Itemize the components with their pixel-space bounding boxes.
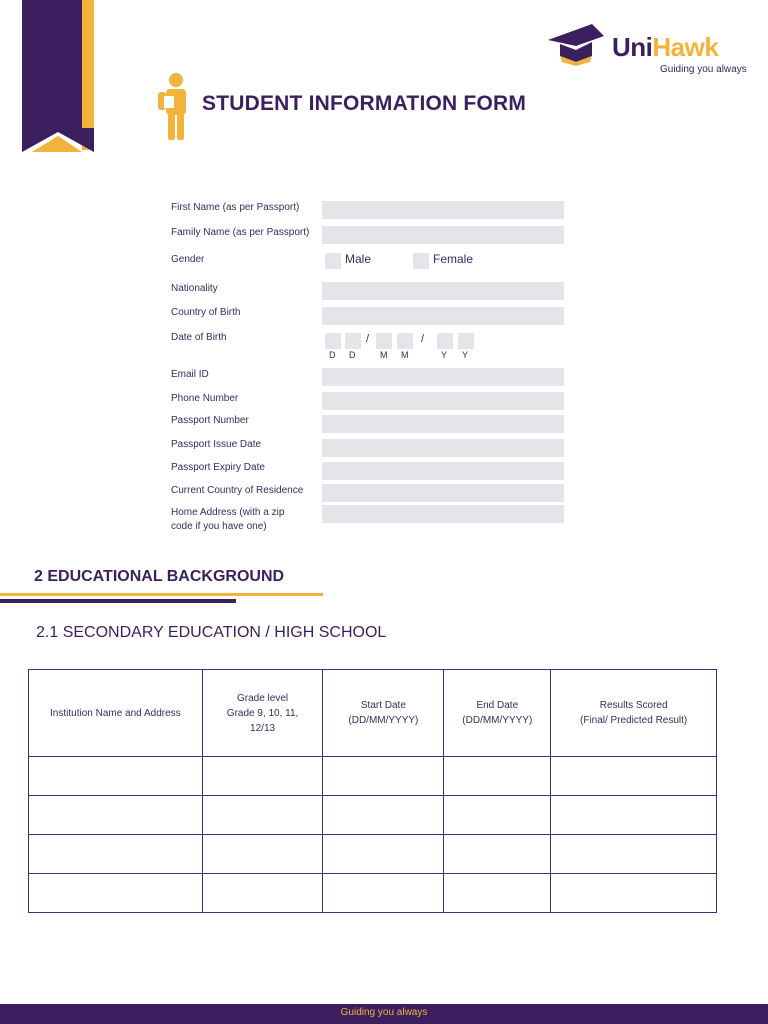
phone-label: Phone Number	[171, 393, 239, 404]
table-cell[interactable]	[444, 874, 551, 913]
first-name-label: First Name (as per Passport)	[171, 202, 300, 213]
page-title: STUDENT INFORMATION FORM	[202, 92, 527, 115]
dob-slash: /	[421, 333, 425, 345]
dob-letter: M	[401, 350, 409, 360]
dob-letter: M	[380, 350, 388, 360]
phone-field[interactable]	[322, 392, 564, 410]
secondary-education-title: 2.1 SECONDARY EDUCATION / HIGH SCHOOL	[36, 624, 387, 641]
table-cell[interactable]	[444, 757, 551, 796]
nationality-field[interactable]	[322, 282, 564, 300]
table-cell[interactable]	[202, 874, 323, 913]
address-label-line2: code if you have one)	[171, 521, 267, 532]
secondary-education-table	[28, 669, 717, 913]
table-cell[interactable]	[444, 796, 551, 835]
nationality-label: Nationality	[171, 283, 218, 294]
table-cell[interactable]	[29, 874, 203, 913]
country-of-birth-field[interactable]	[322, 307, 564, 325]
residence-label: Current Country of Residence	[171, 485, 304, 496]
table-cell[interactable]	[202, 757, 323, 796]
dob-letter: Y	[462, 350, 469, 360]
passport-expiry-label: Passport Expiry Date	[171, 462, 265, 473]
student-icon	[156, 72, 190, 142]
table-cell[interactable]	[551, 757, 717, 796]
address-label-line1: Home Address (with a zip	[171, 507, 285, 518]
email-field[interactable]	[322, 368, 564, 386]
dob-letter: Y	[441, 350, 448, 360]
table-row	[29, 796, 717, 835]
dob-day-1-box[interactable]	[325, 333, 341, 349]
ribbon-notch	[22, 128, 94, 152]
dob-slash: /	[366, 333, 370, 345]
gender-male-checkbox[interactable]	[325, 253, 341, 269]
email-label: Email ID	[171, 369, 209, 380]
dob-year-1-box[interactable]	[437, 333, 453, 349]
dob-letter: D	[329, 350, 336, 360]
country-of-birth-label: Country of Birth	[171, 307, 241, 318]
column-header-grade: Grade level Grade 9, 10, 11, 12/13	[202, 670, 323, 757]
footer-bar	[0, 1004, 768, 1024]
gender-female-checkbox[interactable]	[413, 253, 429, 269]
table-cell[interactable]	[29, 835, 203, 874]
passport-number-field[interactable]	[322, 415, 564, 433]
unihawk-logo	[546, 20, 756, 80]
table-cell[interactable]	[323, 874, 444, 913]
gender-label: Gender	[171, 254, 205, 265]
logo-tagline: Guiding you always	[660, 64, 747, 75]
first-name-field[interactable]	[322, 201, 564, 219]
address-field[interactable]	[322, 505, 564, 523]
passport-issue-field[interactable]	[322, 439, 564, 457]
passport-number-label: Passport Number	[171, 415, 249, 426]
dob-letter: D	[349, 350, 356, 360]
table-cell[interactable]	[444, 835, 551, 874]
table-cell[interactable]	[202, 796, 323, 835]
table-row	[29, 757, 717, 796]
table-cell[interactable]	[29, 757, 203, 796]
gender-female-label: Female	[433, 252, 474, 266]
table-row	[29, 874, 717, 913]
table-cell[interactable]	[29, 796, 203, 835]
passport-expiry-field[interactable]	[322, 462, 564, 480]
dob-month-2-box[interactable]	[397, 333, 413, 349]
table-cell[interactable]	[551, 796, 717, 835]
table-cell[interactable]	[323, 757, 444, 796]
family-name-label: Family Name (as per Passport)	[171, 227, 310, 238]
table-cell[interactable]	[323, 796, 444, 835]
column-header-institution: Institution Name and Address	[29, 670, 203, 757]
dob-month-1-box[interactable]	[376, 333, 392, 349]
table-row	[29, 835, 717, 874]
column-header-end-date: End Date (DD/MM/YYYY)	[444, 670, 551, 757]
family-name-field[interactable]	[322, 226, 564, 244]
gender-male-label: Male	[345, 252, 372, 266]
residence-field[interactable]	[322, 484, 564, 502]
education-section-title: 2 EDUCATIONAL BACKGROUND	[34, 568, 285, 585]
dob-label: Date of Birth	[171, 332, 227, 343]
column-header-start-date: Start Date (DD/MM/YYYY)	[323, 670, 444, 757]
table-cell[interactable]	[323, 835, 444, 874]
section-divider-yellow	[0, 593, 323, 596]
dob-day-2-box[interactable]	[345, 333, 361, 349]
column-header-results: Results Scored (Final/ Predicted Result)	[551, 670, 717, 757]
graduation-cap-icon	[546, 22, 608, 66]
passport-issue-label: Passport Issue Date	[171, 439, 262, 450]
logo-wordmark: UniHawk	[612, 32, 719, 62]
footer-tagline: Guiding you always	[340, 1007, 428, 1018]
section-divider-purple	[0, 599, 236, 603]
table-cell[interactable]	[202, 835, 323, 874]
dob-year-2-box[interactable]	[458, 333, 474, 349]
table-cell[interactable]	[551, 874, 717, 913]
table-cell[interactable]	[551, 835, 717, 874]
